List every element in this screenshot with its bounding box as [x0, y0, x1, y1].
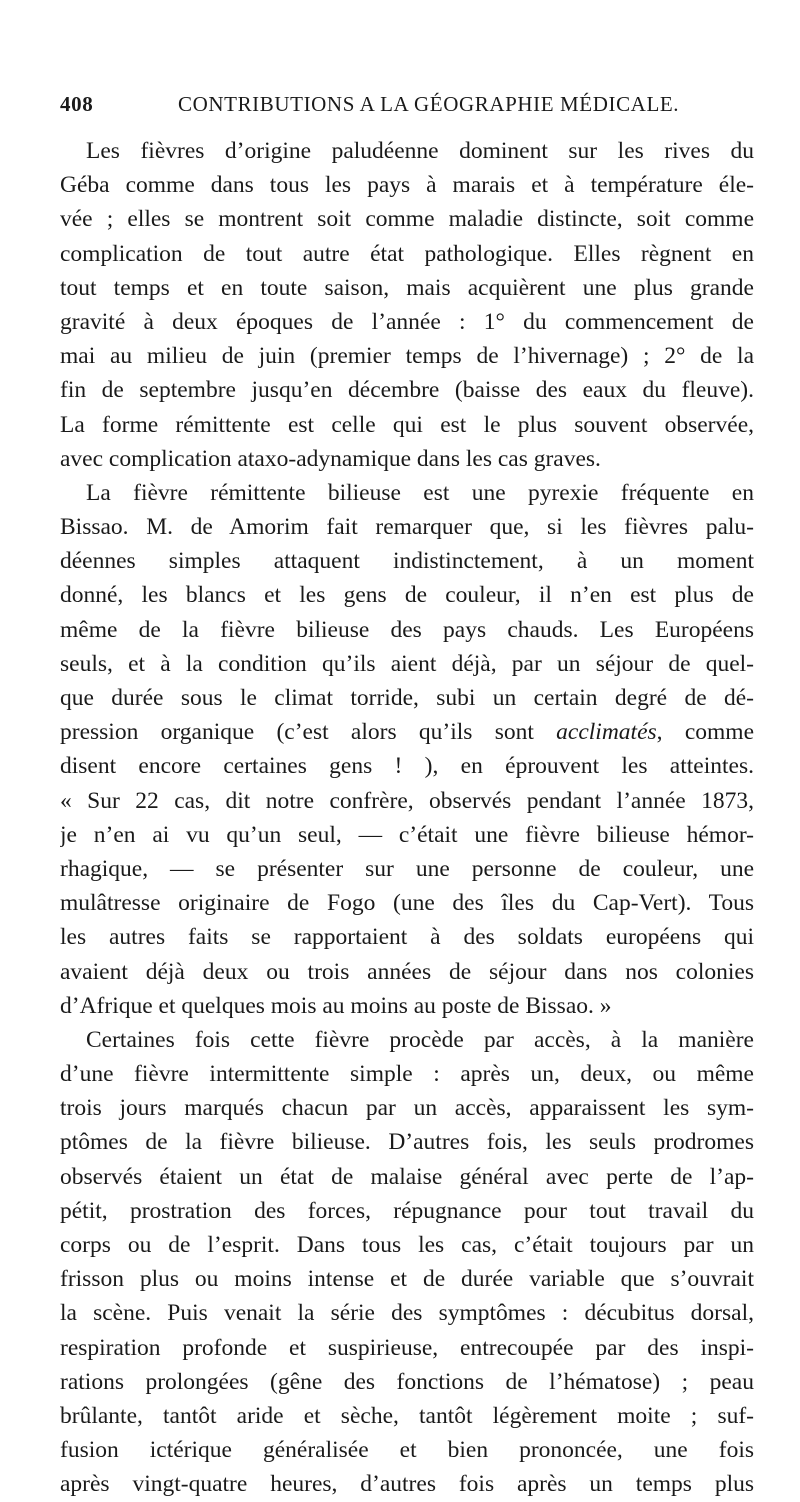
paragraph-fievre-bilieuse: [60, 476, 754, 1023]
running-title: CONTRIBUTIONS A LA GÉOGRAPHIE MÉDICALE.: [178, 92, 680, 116]
text-line-with-italic: [60, 715, 754, 749]
text-segment: , comme: [656, 719, 754, 746]
text-line: donné, les blancs et les gens de couleur, il n’en est plus de: [60, 582, 754, 609]
text-line: brûlante, tantôt aride et sèche, tantôt légèrement moite ; suf-: [60, 1402, 754, 1429]
text-line: Certaines fois cette fièvre procède par accès, à la manière: [86, 1026, 754, 1053]
running-header: [60, 92, 754, 128]
text-line: pétit, prostration des forces, répugnance pour tout travail du: [60, 1197, 754, 1224]
text-line: rations prolongées (gêne des fonctions de l’hématose) ; peau: [60, 1368, 754, 1395]
text-line: trois jours marqués chacun par un accès, apparaissent les sym-: [60, 1095, 754, 1122]
text-line: ptômes de la fièvre bilieuse. D’autres fois, les seuls prodromes: [60, 1129, 754, 1156]
paragraph-fievres-paludeennes: [60, 134, 754, 476]
text-line: Bissao. M. de Amorim fait remarquer que, si les fièvres palu-: [60, 514, 754, 541]
italic-word: acclimatés: [556, 719, 657, 746]
text-line: fin de septembre jusqu’en décembre (baisse des eaux du fleuve).: [60, 377, 754, 404]
text-line: La fièvre rémittente bilieuse est une pyrexie fréquente en: [86, 479, 754, 506]
text-line: « Sur 22 cas, dit notre confrère, observés pendant l’année 1873,: [60, 787, 754, 814]
text-line: observés étaient un état de malaise général avec perte de l’ap-: [60, 1163, 754, 1190]
text-line: fusion ictérique généralisée et bien prononcée, une fois: [60, 1437, 754, 1464]
text-line: je n’en ai vu qu’un seul, — c’était une fièvre bilieuse hémor-: [60, 821, 754, 848]
text-line: frisson plus ou moins intense et de durée variable que s’ouvrait: [60, 1266, 754, 1293]
text-line: même de la fièvre bilieuse des pays chauds. Les Européens: [60, 616, 754, 643]
text-segment: pression organique (c’est alors qu’ils sont: [60, 719, 557, 746]
text-line: Les fièvres d’origine paludéenne dominent sur les rives du: [86, 138, 754, 164]
text-line: que durée sous le climat torride, subi un certain degré de dé-: [60, 685, 754, 711]
text-line: tout temps et en toute saison, mais acquièrent une plus grande: [60, 274, 754, 301]
text-line: corps ou de l’esprit. Dans tous les cas, c’était toujours par un: [60, 1232, 754, 1258]
text-line: les autres faits se rapportaient à des soldats européens qui: [60, 924, 754, 951]
text-line: Géba comme dans tous les pays à marais et à température éle-: [60, 172, 754, 199]
text-line: seuls, et à la condition qu’ils aient déjà, par un séjour de quel-: [60, 650, 754, 677]
text-line: avaient déjà deux ou trois années de séjour dans nos colonies: [60, 958, 754, 985]
page-number: 408: [60, 92, 94, 116]
text-line: la scène. Puis venait la série des symptômes : décubitus dorsal,: [60, 1300, 754, 1327]
text-line: rhagique, — se présenter sur une personne de couleur, une: [60, 855, 754, 882]
text-line: respiration profonde et suspirieuse, entrecoupée par des inspi-: [60, 1334, 754, 1361]
text-line: déennes simples attaquent indistinctement, à un moment: [60, 548, 754, 575]
text-line: vée ; elles se montrent soit comme maladie distincte, soit comme: [60, 206, 754, 233]
text-line: d’Afrique et quelques mois au moins au poste de Bissao. »: [60, 992, 612, 1019]
text-line: disent encore certaines gens ! ), en éprouvent les atteintes.: [60, 753, 754, 780]
text-line: La forme rémittente est celle qui est le plus souvent observée,: [60, 411, 754, 438]
body-text: [60, 134, 754, 1502]
text-line: mulâtresse originaire de Fogo (une des îles du Cap-Vert). Tous: [60, 890, 754, 917]
text-line: gravité à deux époques de l’année : 1° du commencement de: [60, 308, 754, 335]
text-line: après vingt-quatre heures, d’autres fois après un temps plus: [60, 1471, 754, 1498]
paragraph-acces-symptomes: [60, 1023, 754, 1502]
text-line: d’une fièvre intermittente simple : après un, deux, ou même: [60, 1061, 754, 1088]
text-line: avec complication ataxo-adynamique dans les cas graves.: [60, 445, 601, 472]
text-line: complication de tout autre état pathologique. Elles règnent en: [60, 240, 754, 267]
text-line: mai au milieu de juin (premier temps de l’hivernage) ; 2° de la: [60, 343, 754, 370]
